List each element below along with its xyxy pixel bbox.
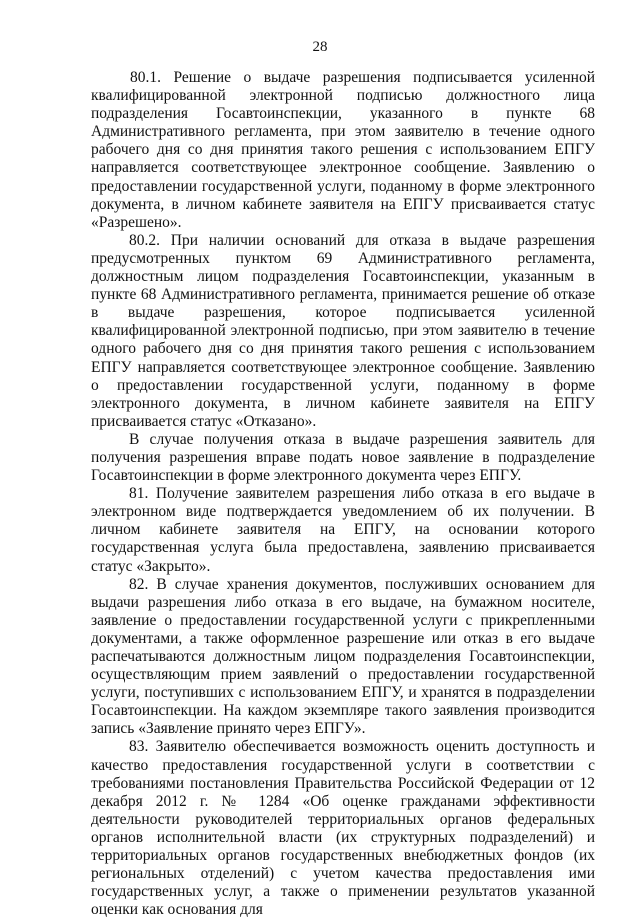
paragraph-81: 81. Получение заявителем разрешения либо отказа в его выдаче в электронном виде подтверждается уведомлением об их получении. В личном кабинете заявителя на ЕПГУ, на основании которого государственная услуга была предоставлена, заявлению присваивается статус «Закрыто». [91,485,595,575]
document-body [91,69,595,919]
page-number: 28 [312,39,328,55]
paragraph-83: 83. Заявителю обеспечивается возможность оценить доступность и качество предоставления государственной услуги в соответствии с требованиями постановления Правительства Российской Федерации от 12 декабря 2012 г. № 1284 «Об оценке гражданами эффективности деятельности руководителей территориальных органов федеральных органов исполнительной власти (их структурных подразделений) и территориальных органов государственных внебюджетных фондов (их региональных отделений) с учетом качества предоставления ими государственных услуг, а также о применении результатов указанной оценки как основания для [91,738,595,919]
paragraph-refusal-note: В случае получения отказа в выдаче разрешения заявитель для получения разрешения вправе подать новое заявление в подразделение Госавтоинспекции в форме электронного документа через ЕПГУ. [91,430,595,485]
paragraph-80-2: 80.2. При наличии оснований для отказа в выдаче разрешения предусмотренных пунктом 69 Административного регламента, должностным лицом подразделения Госавтоинспекции, указанным в пункте 68 Административного регламента, принимается решение об отказе в выдаче разрешения, которое подписывается усиленной квалифицированной электронной подписью, при этом заявителю в течение одного рабочего дня со дня принятия такого решения с использованием ЕПГУ направляется соответствующее электронное сообщение. Заявлению о предоставлении государственной услуги, поданному в форме электронного документа, в личном кабинете заявителя на ЕПГУ присваивается статус «Отказано». [91,231,595,430]
paragraph-80-1: 80.1. Решение о выдаче разрешения подписывается усиленной квалифицированной электронной подписью должностного лица подразделения Госавтоинспекции, указанного в пункте 68 Административного регламента, при этом заявителю в течение одного рабочего дня со дня принятия такого решения с использованием ЕПГУ направляется соответствующее электронное сообщение. Заявлению о предоставлении государственной услуги, поданному в форме электронного документа, в личном кабинете заявителя на ЕПГУ присваивается статус «Разрешено». [91,69,595,231]
paragraph-82: 82. В случае хранения документов, послуживших основанием для выдачи разрешения либо отказа в его выдаче, на бумажном носителе, заявление о предоставлении государственной услуги с прикрепленными документами, а также оформленное разрешение или отказ в его выдаче распечатываются должностным лицом подразделения Госавтоинспекции, осуществляющим прием заявлений о предоставлении государственной услуги, поступивших с использованием ЕПГУ, и хранятся в подразделении Госавтоинспекции. На каждом экземпляре такого заявления производится запись «Заявление принято через ЕПГУ». [91,575,595,738]
